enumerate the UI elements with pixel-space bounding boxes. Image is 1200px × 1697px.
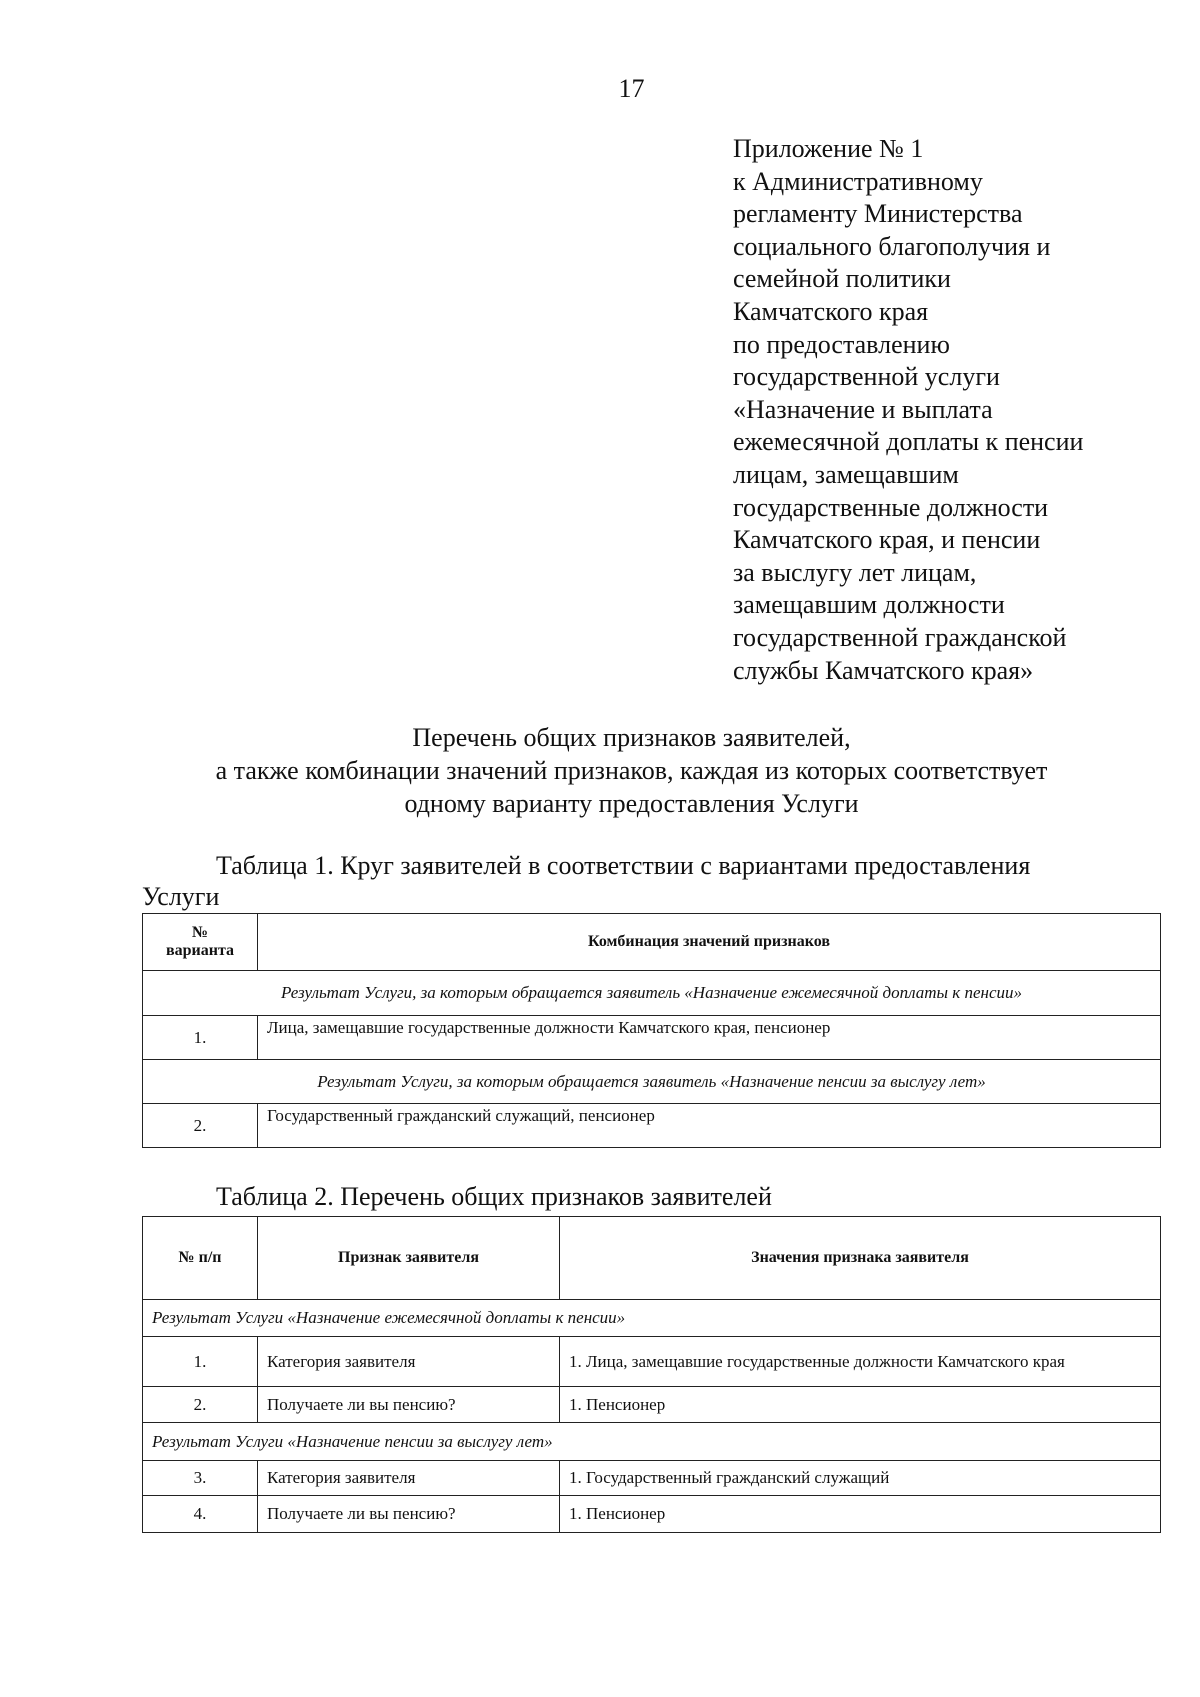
- appendix-line: за выслугу лет лицам,: [733, 557, 977, 587]
- appendix-line: по предоставлению: [733, 329, 950, 359]
- attribute-cell: Получаете ли вы пенсию?: [258, 1387, 560, 1423]
- variant-combination: Государственный гражданский служащий, пенсионер: [258, 1104, 1161, 1148]
- table1-caption-line: Таблица 1. Круг заявителей в соответствии с вариантами предоставления: [216, 851, 1031, 880]
- attribute-cell: Получаете ли вы пенсию?: [258, 1496, 560, 1533]
- row-number: 3.: [143, 1461, 258, 1496]
- header-number: № п/п: [143, 1217, 258, 1300]
- value-cell: 1. Пенсионер: [560, 1387, 1161, 1423]
- appendix-line: ежемесячной доплаты к пенсии: [733, 427, 1084, 457]
- header-attribute: Признак заявителя: [258, 1217, 560, 1300]
- value-cell: 1. Лица, замещавшие государственные должности Камчатского края: [560, 1337, 1161, 1387]
- appendix-line: к Административному: [733, 166, 983, 196]
- attribute-cell: Категория заявителя: [258, 1461, 560, 1496]
- variant-combination: Лица, замещавшие государственные должности Камчатского края, пенсионер: [258, 1016, 1161, 1060]
- appendix-line: семейной политики: [733, 264, 951, 294]
- table1-caption: [142, 850, 1118, 912]
- appendix-line: социального благополучия и: [733, 231, 1051, 261]
- section-title: Результат Услуги, за которым обращается заявитель «Назначение ежемесячной доплаты к пенсии»: [143, 971, 1161, 1016]
- appendix-line: государственной гражданской: [733, 622, 1067, 652]
- section-title: Результат Услуги «Назначение пенсии за выслугу лет»: [143, 1423, 1161, 1461]
- row-number: 4.: [143, 1496, 258, 1533]
- applicant-attributes-table: [142, 1216, 1161, 1533]
- table1-caption-line: Услуги: [142, 882, 220, 911]
- header-no-symbol: №: [191, 924, 209, 941]
- header-values: Значения признака заявителя: [560, 1217, 1161, 1300]
- appendix-line: государственные должности: [733, 492, 1049, 522]
- appendix-line: Камчатского края: [733, 296, 929, 326]
- header-variant-number: [143, 914, 258, 971]
- table-section-row: [143, 971, 1161, 1016]
- appendix-line: государственной услуги: [733, 362, 1000, 392]
- table-header-row: [143, 1217, 1161, 1300]
- section-title: Результат Услуги «Назначение ежемесячной доплаты к пенсии»: [143, 1300, 1161, 1337]
- document-heading: [0, 721, 1200, 820]
- header-combination: Комбинация значений признаков: [258, 914, 1161, 971]
- header-no-word: варианта: [165, 942, 235, 959]
- section-title: Результат Услуги, за которым обращается заявитель «Назначение пенсии за выслугу лет»: [143, 1060, 1161, 1104]
- table-section-row: [143, 1423, 1161, 1461]
- row-number: 2.: [143, 1387, 258, 1423]
- value-cell: 1. Государственный гражданский служащий: [560, 1461, 1161, 1496]
- heading-line: одному варианту предоставления Услуги: [404, 789, 859, 818]
- appendix-line: лицам, замещавшим: [733, 459, 959, 489]
- table-row: [143, 1104, 1161, 1148]
- table-row: [143, 1337, 1161, 1387]
- appendix-line: службы Камчатского края»: [733, 655, 1034, 685]
- table-row: [143, 1496, 1161, 1533]
- attribute-cell: Категория заявителя: [258, 1337, 560, 1387]
- table-section-row: [143, 1060, 1161, 1104]
- applicant-variants-table: [142, 913, 1161, 1148]
- table-row: [143, 1016, 1161, 1060]
- appendix-line: «Назначение и выплата: [733, 394, 993, 424]
- table-section-row: [143, 1300, 1161, 1337]
- heading-line: а также комбинации значений признаков, каждая из которых соответствует: [215, 756, 1048, 785]
- page-number: 17: [618, 74, 645, 103]
- appendix-line: Приложение № 1: [733, 134, 924, 163]
- row-number: 1.: [143, 1337, 258, 1387]
- value-cell: 1. Пенсионер: [560, 1496, 1161, 1533]
- variant-number: 1.: [143, 1016, 258, 1060]
- table-row: [143, 1461, 1161, 1496]
- heading-line: Перечень общих признаков заявителей,: [412, 723, 851, 752]
- table-row: [143, 1387, 1161, 1423]
- appendix-line: Камчатского края, и пенсии: [733, 525, 1041, 555]
- table-header-row: [143, 914, 1161, 971]
- table2-caption: Таблица 2. Перечень общих признаков заявителей: [216, 1182, 772, 1211]
- appendix-line: замещавшим должности: [733, 590, 1005, 620]
- appendix-line: регламенту Министерства: [733, 199, 1023, 229]
- variant-number: 2.: [143, 1104, 258, 1148]
- appendix-block: [733, 133, 1083, 687]
